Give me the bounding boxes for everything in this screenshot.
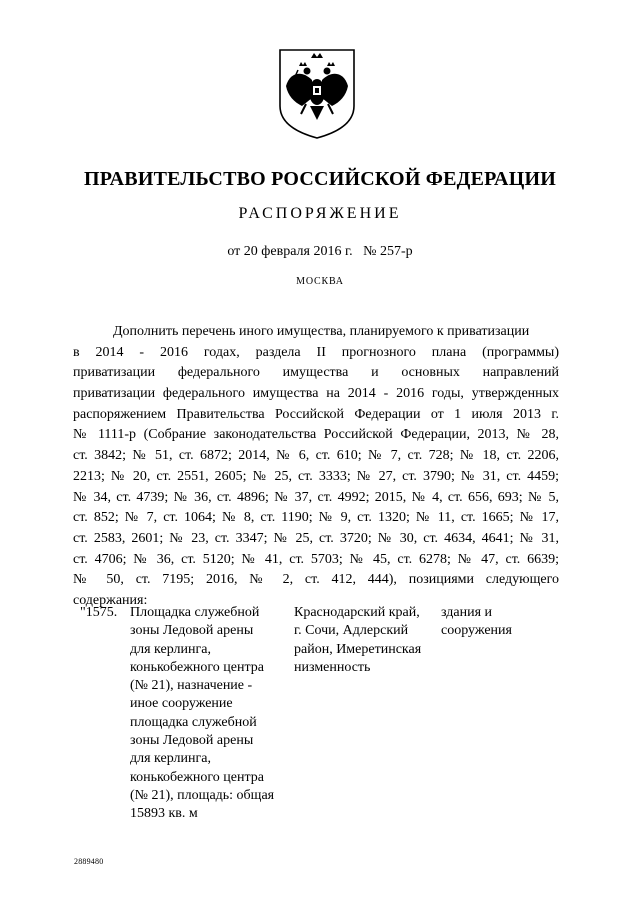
paragraph-line: ст. 2583, 2601; № 23, ст. 3347; № 25, ст. 3720; № 30, ст. 4634, 4641; № 31,: [73, 530, 559, 546]
property-name-line: (№ 21), площадь: общая: [130, 787, 275, 803]
paragraph-line: № 1111-р (Собрание законодательства Российской Федерации, 2013, № 28,: [73, 427, 559, 443]
property-name-line: для керлинга,: [130, 751, 211, 767]
property-name-cell: [130, 604, 274, 824]
paragraph-line: приватизации федерального имущества и основных направлений: [73, 365, 559, 381]
property-name-line: 15893 кв. м: [130, 806, 198, 822]
paragraph-line: содержания:: [73, 592, 148, 608]
government-title: ПРАВИТЕЛЬСТВО РОССИЙСКОЙ ФЕДЕРАЦИИ: [84, 168, 556, 190]
coat-of-arms-icon: [276, 44, 358, 140]
property-name-line: зоны Ледовой арены: [130, 733, 254, 749]
paragraph-line: распоряжением Правительства Российской Федерации от 1 июля 2013 г.: [73, 406, 559, 422]
paragraph-line: 2213; № 20, ст. 2551, 2605; № 25, ст. 3333; № 27, ст. 3790; № 31, ст. 4459;: [73, 468, 559, 484]
paragraph-line: в 2014 - 2016 годах, раздела II прогнозного плана (программы): [73, 344, 559, 360]
document-date-number: от 20 февраля 2016 г. № 257-р: [227, 244, 413, 259]
property-location-line: низменность: [294, 659, 371, 675]
paragraph-line: ст. 852; № 7, ст. 1064; № 8, ст. 1190; № 9, ст. 1320; № 11, ст. 1665; № 17,: [73, 510, 559, 526]
property-location-line: Краснодарский край,: [294, 605, 420, 620]
property-name-line: Площадка служебной: [130, 605, 260, 620]
property-name-line: иное сооружение: [130, 696, 233, 712]
paragraph-line: ст. 4706; № 36, ст. 5120; № 41, ст. 5703; № 45, ст. 6278; № 47, ст. 6639;: [73, 551, 559, 567]
position-number-cell: [80, 604, 117, 622]
property-name-line: конькобежного центра: [130, 769, 264, 785]
paragraph-line: Дополнить перечень иного имущества, планируемого к приватизации: [113, 324, 530, 339]
paragraph-line: ст. 3842; № 51, ст. 6872; 2014, № 6, ст. 610; № 7, ст. 728; № 18, ст. 2206,: [73, 448, 559, 464]
main-paragraph: [73, 322, 559, 612]
property-name-line: (№ 21), назначение -: [130, 678, 253, 694]
property-type-line: сооружения: [441, 623, 512, 639]
property-name-line: для керлинга,: [130, 641, 211, 657]
property-location-line: г. Сочи, Адлерский: [294, 623, 409, 639]
property-type-cell: [441, 604, 512, 641]
property-name-line: зоны Ледовой арены: [130, 623, 254, 639]
document-id: 2889480: [74, 857, 104, 866]
paragraph-line: № 50, ст. 7195; 2016, № 2, ст. 412, 444), позициями следующего: [73, 572, 559, 588]
property-location-cell: [294, 604, 421, 677]
document-type: РАСПОРЯЖЕНИЕ: [238, 205, 402, 222]
property-name-line: площадка служебной: [130, 714, 257, 730]
property-location-line: район, Имеретинская: [294, 641, 422, 657]
document-city: МОСКВА: [296, 276, 344, 287]
property-type-line: здания и: [441, 605, 493, 620]
paragraph-line: № 34, ст. 4739; № 36, ст. 4896; № 37, ст. 4992; 2015, № 4, ст. 656, 693; № 5,: [73, 489, 559, 505]
property-name-line: конькобежного центра: [130, 659, 264, 675]
position-number: "1575.: [80, 605, 118, 620]
paragraph-line: приватизации федерального имущества на 2014 - 2016 годы, утвержденных: [73, 386, 559, 402]
